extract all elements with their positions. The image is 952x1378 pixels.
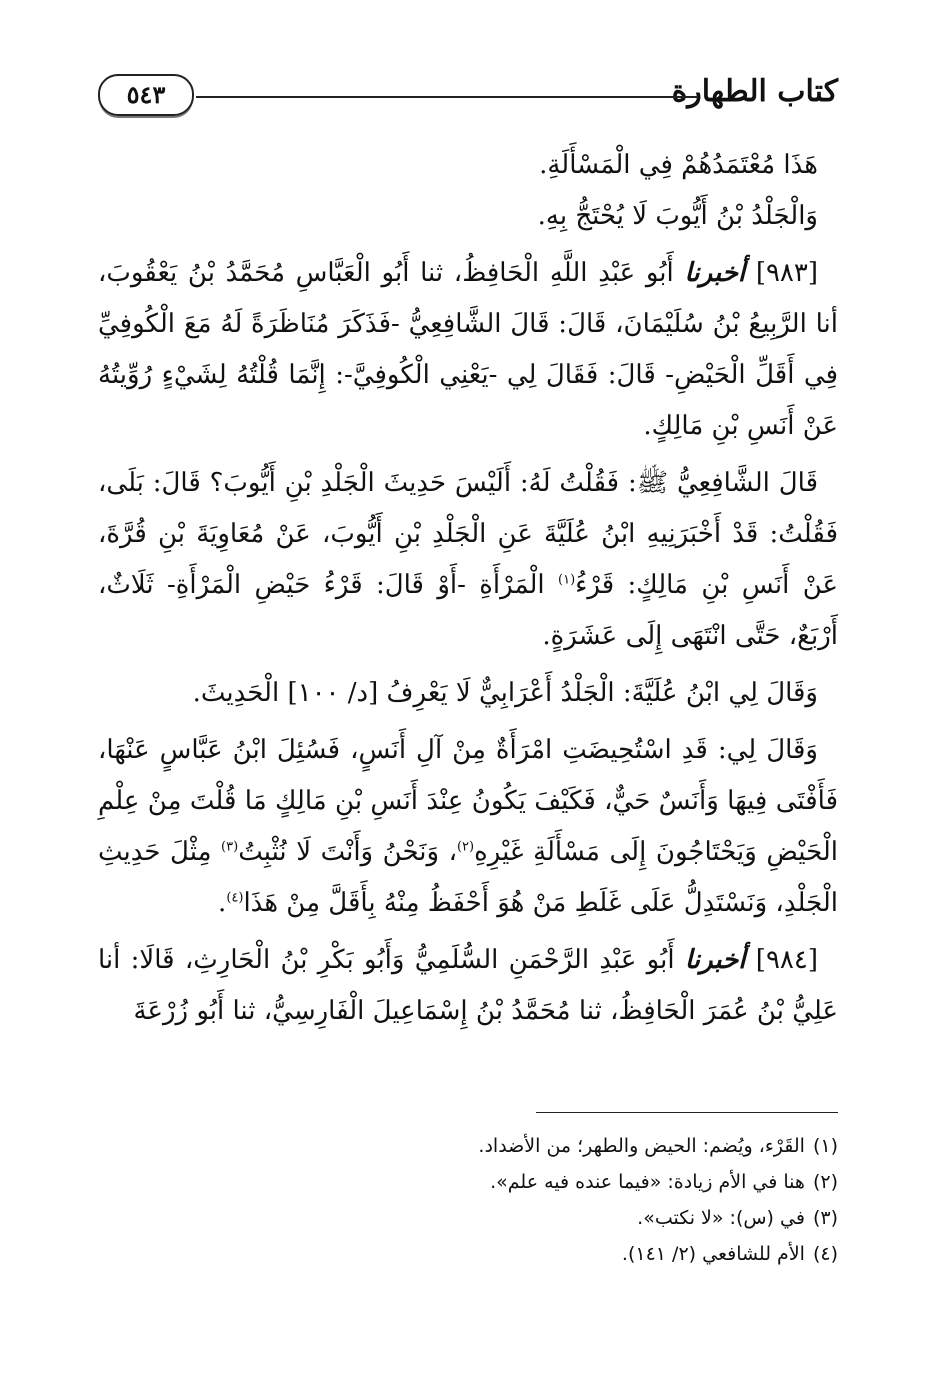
footnote-number: (٣)	[812, 1207, 838, 1229]
footnote-3	[98, 1200, 838, 1236]
paragraph-ibn-ulayya: وَقَالَ لِي ابْنُ عُلَيَّةَ: الْجَلْدُ أَعْرَابِيٌّ لَا يَعْرِفُ [د/ ١٠٠] الْحَدِيثَ.	[192, 678, 818, 708]
footnote-number: (١)	[812, 1135, 838, 1157]
hadith-lead: أخبرنا	[684, 945, 746, 975]
footnote-ref-4[interactable]: (٤)	[226, 890, 244, 906]
hadith-text: أَبُو عَبْدِ اللَّهِ الْحَافِظُ، ثنا أَبُو الْعَبَّاسِ مُحَمَّدُ بْنُ يَعْقُوبَ، أنا الرَّبِيعُ بْنُ سُلَيْمَانَ، قَالَ: قَالَ الشَّافِعِيُّ -فَذَكَرَ مُنَاظَرَةً لَهُ مَعَ الْكُوفِيِّ فِي أَقَلِّ الْحَيْضِ- قَالَ: فَقَالَ لِي -يَعْنِي الْكُوفِيَّ-: إِنَّمَا قُلْتُهُ لِشَيْءٍ رُوِّيتُهُ عَنْ أَنَسِ بْنِ مَالِكٍ.	[98, 258, 838, 441]
text-segment: قَالَ الشَّافِعِيُّ ﷺ: فَقُلْتُ لَهُ: أَلَيْسَ حَدِيثَ الْجَلْدِ بْنِ أَيُّوبَ؟ قَالَ: بَلَى، فَقُلْتُ: قَدْ أَخْبَرَنِيهِ ابْنُ عُلَيَّةَ عَنِ الْجَلْدِ بْنِ أَيُّوبَ، عَنْ مُعَاوِيَةَ بْنِ قُرَّةَ، عَنْ أَنَسِ بْنِ مَالِكٍ: قَرْءُ	[98, 468, 839, 600]
book-title: كتاب الطهارة	[671, 74, 838, 109]
hadith-number: [٩٨٤]	[755, 945, 819, 975]
footnote-separator	[536, 1112, 838, 1113]
footnote-4	[98, 1236, 838, 1272]
footnotes	[98, 1128, 838, 1272]
text-segment: وَقَالَ لِي: قَدِ اسْتُحِيضَتِ امْرَأَةٌ مِنْ آلِ أَنَسٍ، فَسُئِلَ ابْنُ عَبَّاسٍ عَنْهَا، فَأَفْتَى فِيهَا وَأَنَسٌ حَيٌّ، فَكَيْفَ يَكُونُ عِنْدَ أَنَسِ بْنِ مَالِكٍ مَا قُلْتَ مِنْ عِلْمِ الْحَيْضِ وَيَحْتَاجُونَ إِلَى مَسْأَلَةِ غَيْرِهِ	[98, 735, 838, 867]
footnote-text: هنا في الأم زيادة: «فيما عنده فيه علم».	[490, 1171, 805, 1193]
footnote-number: (٤)	[812, 1243, 838, 1265]
footnote-2	[98, 1164, 838, 1200]
main-text	[98, 140, 838, 1043]
page-header	[98, 72, 838, 122]
text-segment: ، وَنَحْنُ وَأَنْتَ لَا نُثْبِتُ	[238, 837, 457, 867]
paragraph-2: وَالْجَلْدُ بْنُ أَيُّوبَ لَا يُحْتَجُّ بِهِ.	[537, 201, 818, 231]
hadith-number: [٩٨٣]	[755, 258, 819, 288]
text-segment: .	[218, 888, 227, 918]
footnote-text: في (س): «لا نكتب».	[637, 1207, 805, 1229]
footnote-ref-3[interactable]: (٣)	[221, 839, 239, 855]
footnote-1	[98, 1128, 838, 1164]
page-number: ٥٤٣	[98, 74, 194, 116]
footnote-text: القَرْء، ويُضم: الحيض والطهر؛ من الأضداد.	[478, 1135, 805, 1157]
text-segment: مِثْلَ حَدِيثِ الْجَلْدِ، وَنَسْتَدِلُّ عَلَى غَلَطِ مَنْ هُوَ أَحْفَظُ مِنْهُ بِأَقَلَّ مِنْ هَذَا	[98, 837, 838, 918]
footnote-text: الأم للشافعي (٢/ ١٤١).	[621, 1243, 805, 1265]
hadith-lead: أخبرنا	[684, 258, 746, 288]
header-rule	[196, 96, 698, 98]
paragraph-1: هَذَا مُعْتَمَدُهُمْ فِي الْمَسْأَلَةِ.	[539, 150, 818, 180]
paragraph-shafii	[98, 458, 838, 662]
footnote-ref-2[interactable]: (٢)	[456, 839, 475, 855]
text-segment: الْمَرْأَةِ -أَوْ قَالَ: قَرْءُ حَيْضِ الْمَرْأَةِ- ثَلَاثٌ، أَرْبَعٌ، حَتَّى انْتَهَى إِلَى عَشَرَةٍ.	[98, 570, 838, 651]
hadith-983	[98, 248, 838, 452]
footnote-ref-1[interactable]: (١)	[558, 572, 576, 588]
hadith-984	[98, 935, 838, 1037]
hadith-text: أَبُو عَبْدِ الرَّحْمَنِ السُّلَمِيُّ وَأَبُو بَكْرِ بْنُ الْحَارِثِ، قَالَا: أنا عَلِيُّ بْنُ عُمَرَ الْحَافِظُ، ثنا مُحَمَّدُ بْنُ إِسْمَاعِيلَ الْفَارِسِيُّ، ثنا أَبُو زُرْعَةَ	[98, 945, 838, 1026]
paragraph-anas	[98, 725, 838, 929]
footnote-number: (٢)	[812, 1171, 838, 1193]
